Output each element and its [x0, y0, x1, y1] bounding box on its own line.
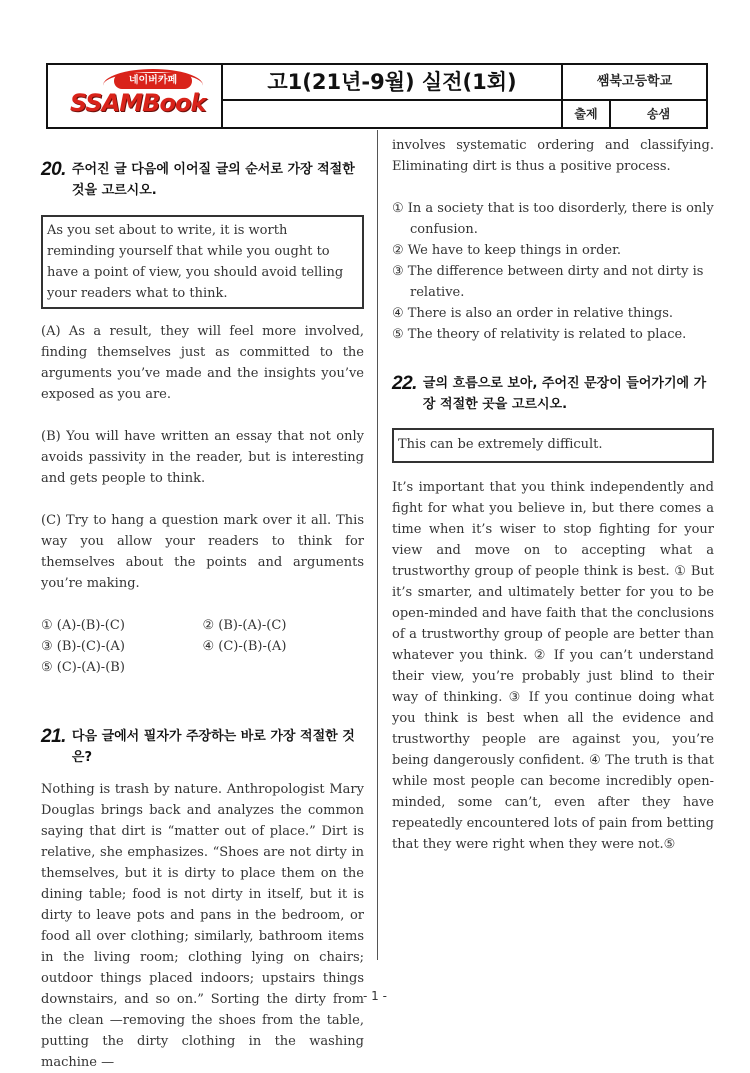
- column-divider: [377, 130, 378, 960]
- exam-title: 고1(21년-9월) 실전(1회): [223, 65, 563, 101]
- question-21-choice-5[interactable]: ⑤ The theory of relativity is related to place.: [392, 327, 687, 342]
- title-blank-cell: [223, 101, 563, 127]
- question-20-choice-5[interactable]: ⑤ (C)-(A)-(B): [41, 660, 125, 675]
- author-label: 출제: [563, 101, 611, 127]
- question-22-given-sentence: This can be extremely difficult.: [392, 428, 714, 463]
- question-21-passage-part-1: Nothing is trash by nature. Anthropologist Mary Douglas brings back and analyzes the common saying that dirt is “matter out of place.” Dirt is relative, she emphasizes. “Shoes are not dirty in themselves, but it is dirty to place them on the dining table; food is not dirty in itself, but it is dirty to leave pots and pans in the bedroom, or food all over clothing; similarly, bathroom items in the living room; clothing lying on chairs; outdoor things placed indoors; upstairs things downstairs, and so on.” Sorting the dirty from the clean —removing the shoes from the table, putting the dirty clothing in the washing machine —: [41, 782, 364, 1070]
- left-column: [41, 132, 364, 1073]
- question-20-paragraph-b: (B) You will have written an essay that not only avoids passivity in the reader, but is interesting and gets people to think.: [41, 429, 364, 486]
- question-20-given-text: As you set about to write, it is worth reminding yourself that while you ought to have a point of view, you should avoid telling your readers what to think.: [41, 215, 364, 309]
- question-20-prompt: 주어진 글 다음에 이어질 글의 순서로 가장 적절한 것을 고르시오.: [71, 162, 355, 198]
- question-20-choice-3[interactable]: ③ (B)-(C)-(A): [41, 639, 125, 654]
- question-21-header: [41, 726, 364, 768]
- question-20-header: [41, 159, 364, 201]
- question-21-choice-2[interactable]: ② We have to keep things in order.: [392, 243, 621, 258]
- right-column: [392, 132, 714, 855]
- logo-cafe-badge: 네이버카페: [114, 73, 192, 89]
- question-21-prompt: 다음 글에서 필자가 주장하는 바로 가장 적절한 것은?: [71, 729, 355, 765]
- logo-wordmark: SSAMBook: [70, 89, 206, 117]
- question-20-choice-4[interactable]: ④ (C)-(B)-(A): [202, 639, 287, 654]
- question-21-choices: [392, 198, 714, 345]
- question-21-choice-1[interactable]: ① In a society that is too disorderly, there is only confusion.: [392, 201, 714, 237]
- question-20-choices: [41, 615, 364, 678]
- question-22-prompt: 글의 흐름으로 보아, 주어진 문장이 들어가기에 가장 적절한 곳을 고르시오.: [422, 376, 707, 412]
- question-20-paragraph-c: (C) Try to hang a question mark over it all. This way you allow your readers to think for themselves about the points and arguments you’re making.: [41, 513, 364, 591]
- question-22-number: 22.: [392, 373, 417, 394]
- question-20-choice-1[interactable]: ① (A)-(B)-(C): [41, 618, 125, 633]
- question-21-choice-3[interactable]: ③ The difference between dirty and not dirty is relative.: [392, 264, 704, 300]
- logo: [48, 65, 223, 127]
- page-number: - 1 -: [363, 989, 387, 1003]
- school-name: 쌤북고등학교: [563, 65, 706, 101]
- question-21-number: 21.: [41, 726, 66, 747]
- exam-header: [46, 63, 708, 129]
- question-22-header: [392, 373, 714, 415]
- question-21-choice-4[interactable]: ④ There is also an order in relative things.: [392, 306, 674, 321]
- author-name: 송샘: [646, 107, 671, 121]
- question-20-number: 20.: [41, 159, 66, 180]
- question-20-paragraph-a: (A) As a result, they will feel more involved, finding themselves just as committed to the arguments you’ve made and the insights you’ve exposed as you are.: [41, 324, 364, 402]
- question-21-passage-part-2: involves systematic ordering and classifying. Eliminating dirt is thus a positive process.: [392, 138, 714, 174]
- question-22-passage: It’s important that you think independently and fight for what you believe in, but there comes a time when it’s wiser to stop fighting for your view and move on to accepting what a trustworthy group of people think is best. ① But it’s smarter, and ultimately better for you to be open-minded and have faith that the conclusions of a trustworthy group of people are better than whatever you think. ② If you can’t understand their view, you’re probably just blind to their way of thinking. ③ If you continue doing what you think is best when all the evidence and trustworthy people are against you, you’re being dangerously confident. ④ The truth is that while most people can become incredibly open-minded, some can’t, even after they have repeatedly encountered lots of pain from betting that they were right when they were not.⑤: [392, 480, 714, 852]
- question-20-choice-2[interactable]: ② (B)-(A)-(C): [202, 618, 287, 633]
